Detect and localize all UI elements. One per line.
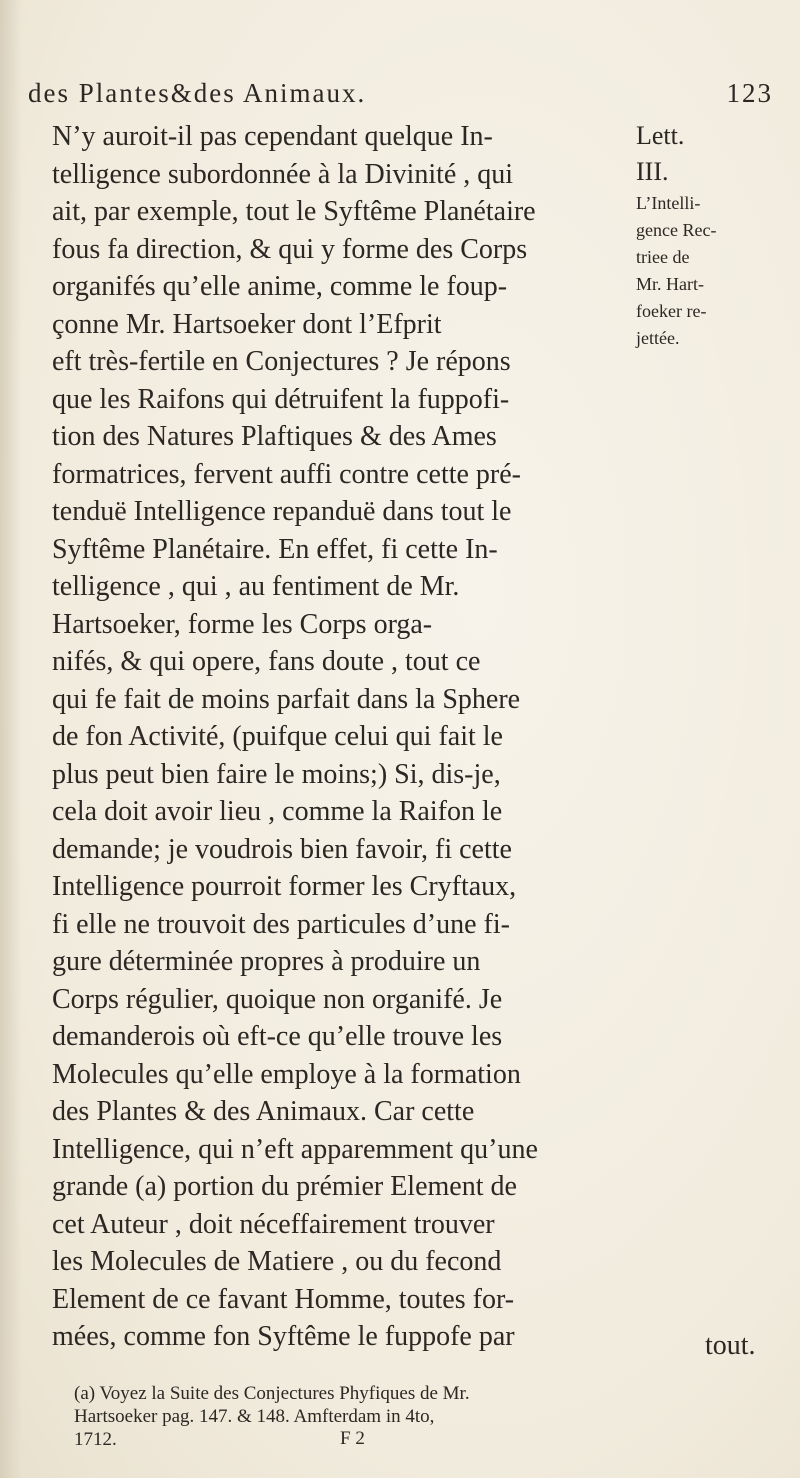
footnote-line: Hartsoeker pag. 147. & 148. Amfterdam in 4to, xyxy=(74,1406,435,1427)
margin-note-line: L’Intelli- xyxy=(636,193,701,213)
margin-note-line: jettée. xyxy=(636,328,680,348)
text-line: çonne Mr. Hartsoeker dont l’Efprit xyxy=(52,308,442,340)
text-line: des Plantes & des Animaux. Car cette xyxy=(52,1096,475,1127)
text-line: qui fe fait de moins parfait dans la Sphere xyxy=(52,683,521,715)
text-line: ait, par exemple, tout le Syftême Planétaire xyxy=(52,196,536,227)
footnote xyxy=(74,1382,774,1451)
text-line: tenduë Intelligence repanduë dans tout le xyxy=(52,496,512,527)
text-line: nifés, & qui opere, fans doute , tout ce xyxy=(52,646,481,677)
binding-gutter xyxy=(0,0,22,1478)
text-line: formatrices, fervent auffi contre cette pré- xyxy=(52,458,521,490)
text-line: telligence , qui , au fentiment de Mr. xyxy=(52,571,460,602)
text-line: fi elle ne trouvoit des particules d’une fi- xyxy=(52,908,510,940)
running-header xyxy=(28,78,773,118)
signature-mark: F 2 xyxy=(340,1428,365,1449)
text-line: gure déterminée propres à produire un xyxy=(52,946,481,977)
text-line: Syftême Planétaire. En effet, fi cette In- xyxy=(52,533,498,565)
text-line: demande; je voudrois bien favoir, fi cette xyxy=(52,833,512,865)
text-line: telligence subordonnée à la Divinité , qui xyxy=(52,158,514,190)
text-line: cela doit avoir lieu , comme la Raifon le xyxy=(52,796,503,827)
letter-number: III. xyxy=(636,157,669,186)
margin-notes xyxy=(636,118,796,352)
text-line: de fon Activité, (puifque celui qui fait le xyxy=(52,721,503,752)
catchword: tout. xyxy=(705,1330,756,1361)
text-line: cet Auteur , doit néceffairement trouver xyxy=(52,1208,495,1240)
text-line: tion des Natures Plaftiques & des Ames xyxy=(52,421,497,452)
text-line: Intelligence pourroit former les Cryftaux, xyxy=(52,871,517,902)
footnote-end: 1712. xyxy=(74,1429,117,1450)
text-line: Hartsoeker, forme les Corps orga- xyxy=(52,608,433,640)
text-line: mées, comme fon Syftême le fuppofe par xyxy=(52,1321,515,1352)
margin-note-line: Mr. Hart- xyxy=(636,274,704,294)
text-line: les Molecules de Matiere , ou du fecond xyxy=(52,1246,502,1277)
text-line: plus peut bien faire le moins;) Si, dis-je, xyxy=(52,758,501,790)
margin-note-line: gence Rec- xyxy=(636,220,717,240)
text-line: Corps régulier, quoique non organifé. Je xyxy=(52,983,503,1015)
text-line: que les Raifons qui détruifent la fuppofi- xyxy=(52,383,510,415)
letter-label: Lett. xyxy=(636,121,685,150)
page-number: 123 xyxy=(726,78,773,108)
text-line: Element de ce favant Homme, toutes for- xyxy=(52,1283,515,1315)
text-line: demanderois où eft-ce qu’elle trouve les xyxy=(52,1021,503,1052)
main-text xyxy=(52,118,630,1356)
text-line: N’y auroit-il pas cependant quelque In- xyxy=(52,121,493,152)
text-line: Molecules qu’elle employe à la formation xyxy=(52,1058,521,1090)
text-line: eft très-fertile en Conjectures ? Je répons xyxy=(52,346,511,377)
running-title: des Plantes&des Animaux. xyxy=(28,78,367,108)
text-line: grande (a) portion du prémier Element de xyxy=(52,1171,517,1202)
text-line: Intelligence, qui n’eft apparemment qu’une xyxy=(52,1133,538,1165)
margin-note-line: foeker re- xyxy=(636,301,707,321)
margin-note-line: triee de xyxy=(636,247,690,267)
text-line: fous fa direction, & qui y forme des Corps xyxy=(52,233,528,265)
text-line: organifés qu’elle anime, comme le foup- xyxy=(52,271,508,302)
footnote-line: (a) Voyez la Suite des Conjectures Phyfiques de Mr. xyxy=(74,1383,470,1404)
